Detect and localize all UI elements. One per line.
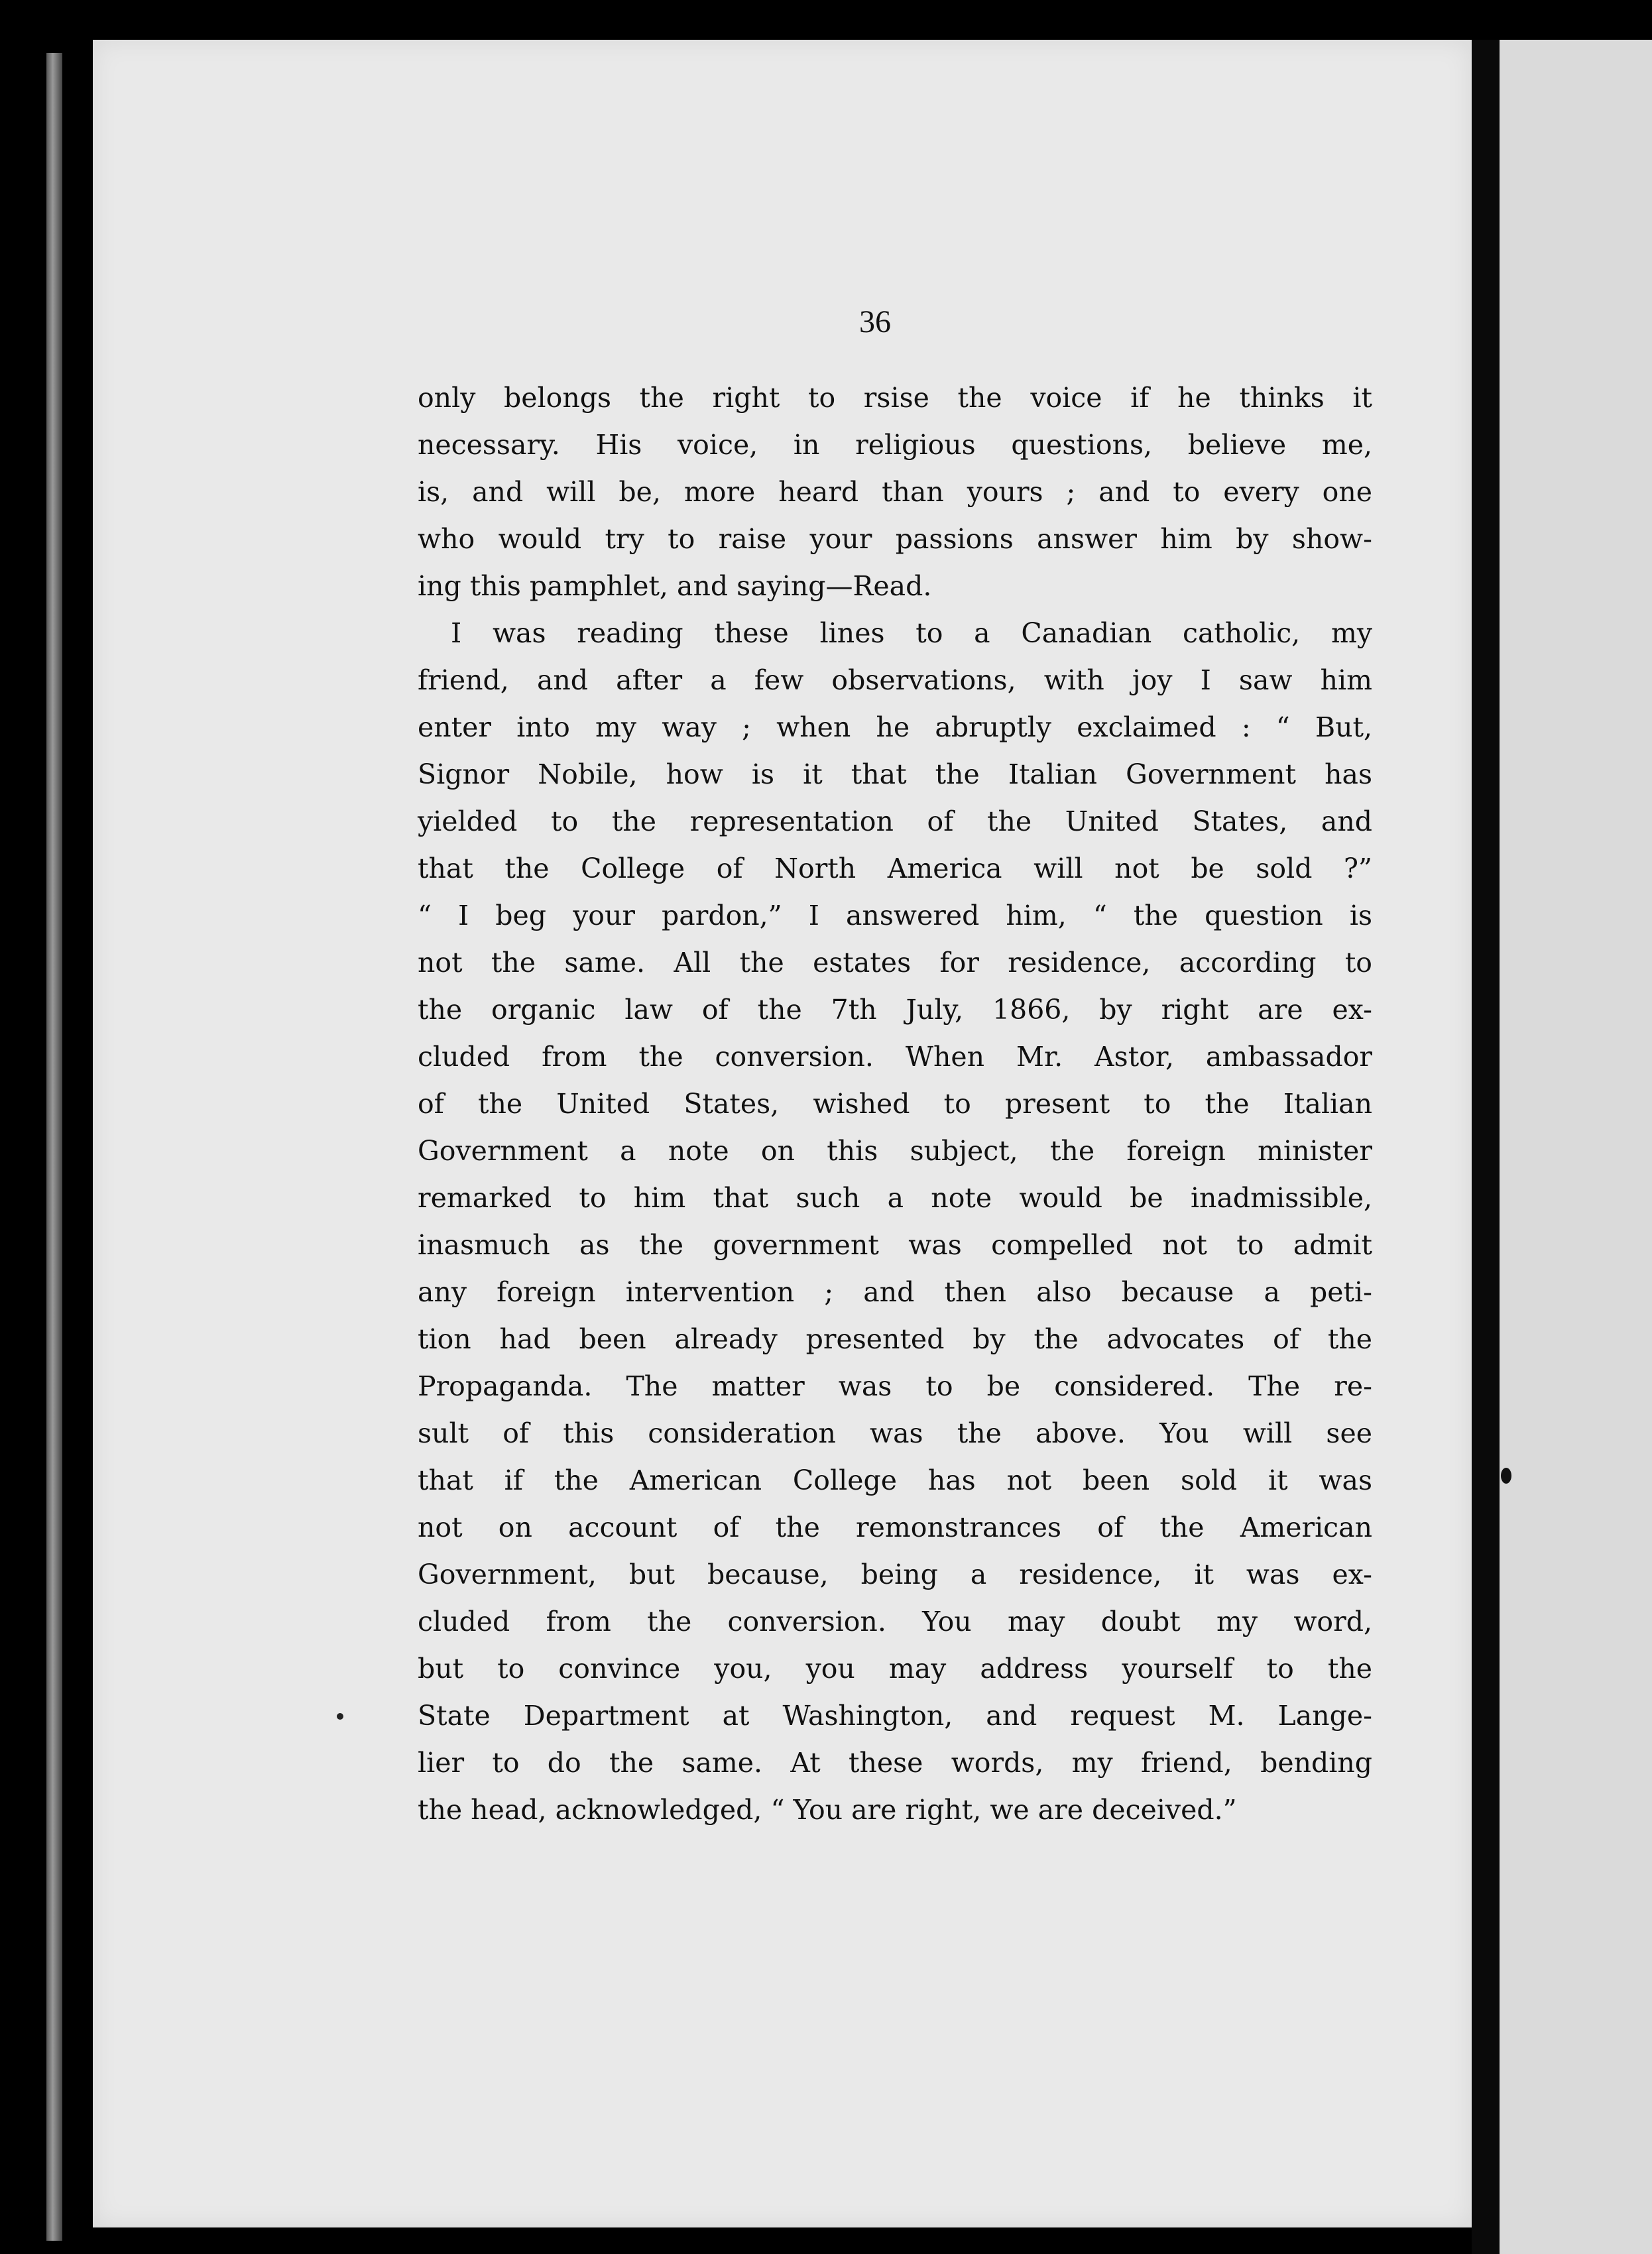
page-number: 36 [859,304,891,339]
text-line: only belongs the right to rsise the voice if he thinks it [418,382,1372,414]
text-line: that if the American College has not been sold it was [418,1464,1372,1496]
text-line: cluded from the conversion. When Mr. Astor, ambassador [418,1041,1372,1073]
text-line: Government, but because, being a residence, it was ex- [418,1559,1372,1590]
text-line: Propaganda. The matter was to be considered. The re- [418,1370,1372,1402]
text-line: yielded to the representation of the United States, and [418,805,1372,837]
body-text [418,375,1372,1834]
text-line: not the same. All the estates for residence, according to [418,947,1372,979]
text-line: any foreign intervention ; and then also because a peti- [418,1276,1372,1308]
text-line: inasmuch as the government was compelled not to admit [418,1229,1372,1261]
text-line: not on account of the remonstrances of the American [418,1512,1372,1543]
text-line: Signor Nobile, how is it that the Italian Government has [418,758,1372,790]
text-line: the head, acknowledged, “ You are right, we are deceived.” [418,1794,1237,1826]
text-line: ing this pamphlet, and saying—Read. [418,570,932,602]
binding-spine [46,53,62,2241]
scan-speck [1501,1468,1511,1484]
gutter-shadow [1472,40,1500,2254]
text-line: State Department at Washington, and request M. Lange- [418,1700,1372,1732]
text-line: remarked to him that such a note would be inadmissible, [418,1182,1372,1214]
text-line: tion had been already presented by the advocates of the [418,1323,1372,1355]
text-line: Government a note on this subject, the foreign minister [418,1135,1372,1167]
text-line: necessary. His voice, in religious questions, believe me, [418,429,1372,461]
text-line: but to convince you, you may address yourself to the [418,1653,1372,1685]
text-line: friend, and after a few observations, with joy I saw him [418,664,1372,696]
text-line: cluded from the conversion. You may doubt my word, [418,1606,1372,1637]
text-line: “ I beg your pardon,” I answered him, “ the question is [418,900,1372,931]
text-line: the organic law of the 7th July, 1866, by right are ex- [418,994,1372,1026]
text-line: enter into my way ; when he abruptly exclaimed : “ But, [418,711,1372,743]
text-line: that the College of North America will not be sold ?” [418,853,1372,884]
text-line: I was reading these lines to a Canadian catholic, my [451,617,1372,649]
text-line: sult of this consideration was the above. You will see [418,1417,1372,1449]
text-line: who would try to raise your passions answer him by show- [418,523,1372,555]
text-line: is, and will be, more heard than yours ; and to every one [418,476,1372,508]
text-line: of the United States, wished to present to the Italian [418,1088,1372,1120]
scan-speck [337,1713,343,1720]
adjacent-page-edge [1500,40,1652,2254]
text-line: lier to do the same. At these words, my friend, bending [418,1747,1372,1779]
